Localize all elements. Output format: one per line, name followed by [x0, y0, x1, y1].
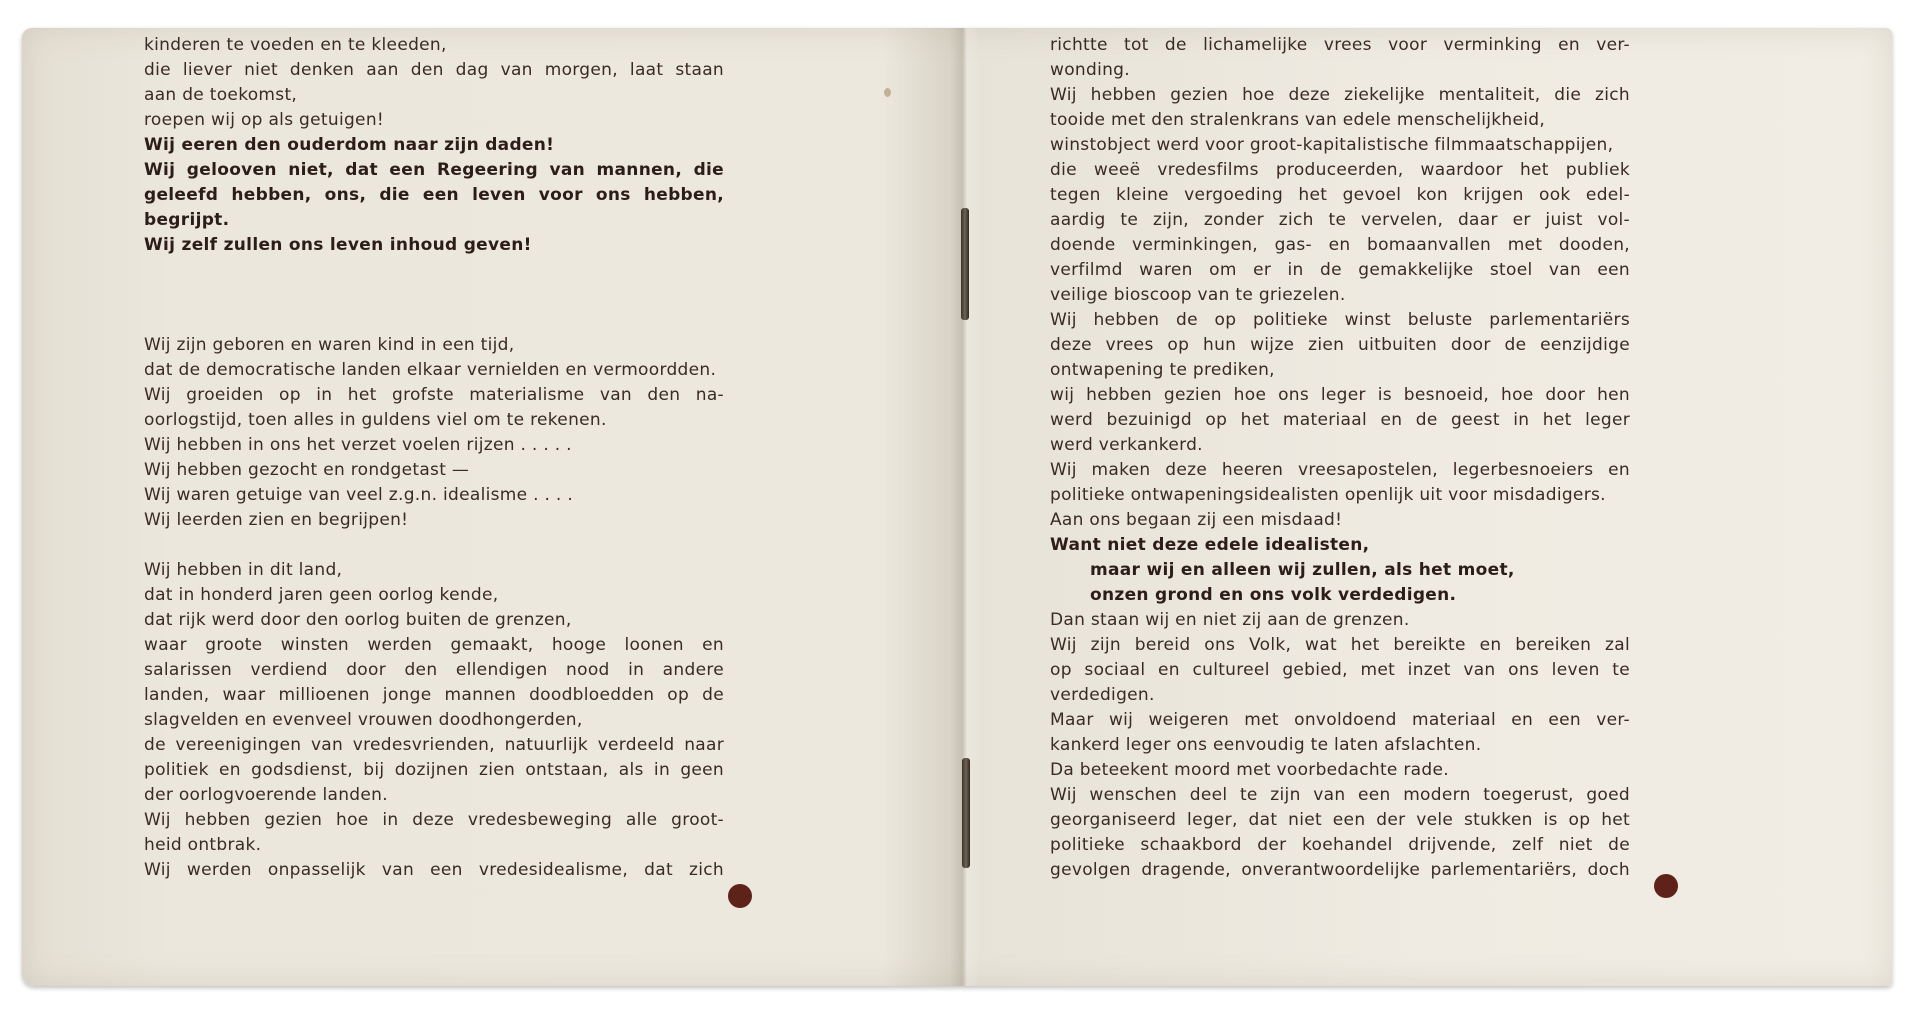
text-line: waar groote winsten werden gemaakt, hooge loonen en	[144, 635, 724, 655]
continuation-dot-icon	[1654, 874, 1678, 898]
text-line: dat in honderd jaren geen oorlog kende,	[144, 585, 499, 605]
text-line: geleefd hebben, ons, die een leven voor ons hebben,	[144, 185, 724, 205]
text-line: politieke schaakbord der koehandel drijvende, zelf niet de	[1050, 835, 1630, 855]
text-line: werd bezuinigd op het materiaal en de geest in het leger	[1050, 410, 1630, 430]
text-line: Wij hebben gezien hoe deze ziekelijke mentaliteit, die zich	[1050, 85, 1630, 105]
text-line: Wij hebben de op politieke winst beluste parlementariërs	[1050, 310, 1630, 330]
text-line: Wij eeren den ouderdom naar zijn daden!	[144, 135, 555, 155]
text-line: Dan staan wij en niet zij aan de grenzen.	[1050, 610, 1410, 630]
text-line: landen, waar millioenen jonge mannen doodbloedden op de	[144, 685, 724, 705]
text-line: tegen kleine vergoeding het gevoel kon krijgen ook edel-	[1050, 185, 1630, 205]
paragraph-gap	[144, 308, 724, 333]
text-line: Wij waren getuige van veel z.g.n. idealisme . . . .	[144, 485, 574, 505]
continuation-dot-icon	[728, 884, 752, 908]
text-line: Wij gelooven niet, dat een Regeering van mannen, die	[144, 160, 724, 180]
text-line: georganiseerd leger, dat niet een der vele stukken is op het	[1050, 810, 1630, 830]
text-line: kinderen te voeden en te kleeden,	[144, 35, 447, 55]
text-line: Wij leerden zien en begrijpen!	[144, 510, 409, 530]
text-line: Wij werden onpasselijk van een vredesidealisme, dat zich	[144, 860, 724, 880]
text-line: Da beteekent moord met voorbedachte rade.	[1050, 760, 1449, 780]
left-page-text	[144, 33, 724, 883]
text-line: Wij maken deze heeren vreesapostelen, legerbesnoeiers en	[1050, 460, 1630, 480]
text-line: Maar wij weigeren met onvoldoend materiaal en een ver-	[1050, 710, 1630, 730]
text-line: doende verminkingen, gas- en bomaanvallen met dooden,	[1050, 235, 1630, 255]
text-line: Wij wenschen deel te zijn van een modern toegerust, goed	[1050, 785, 1630, 805]
text-line: roepen wij op als getuigen!	[144, 110, 385, 130]
text-line: onzen grond en ons volk verdedigen.	[1090, 585, 1457, 605]
text-line: Wij hebben gezien hoe in deze vredesbeweging alle groot-	[144, 810, 724, 830]
text-line: ontwapening te prediken,	[1050, 360, 1275, 380]
text-line: op sociaal en cultureel gebied, met inzet van ons leven te	[1050, 660, 1630, 680]
text-line: Want niet deze edele idealisten,	[1050, 535, 1370, 555]
text-line: salarissen verdiend door den ellendigen nood in andere	[144, 660, 724, 680]
text-line: wonding.	[1050, 60, 1130, 80]
text-line: die weeë vredesfilms produceerden, waardoor het publiek	[1050, 160, 1630, 180]
text-line: de vereenigingen van vredesvrienden, natuurlijk verdeeld naar	[144, 735, 724, 755]
text-line: dat rijk werd door den oorlog buiten de grenzen,	[144, 610, 572, 630]
text-line: verdedigen.	[1050, 685, 1155, 705]
right-page-text	[1050, 33, 1630, 883]
text-line: wij hebben gezien hoe ons leger is besnoeid, hoe door hen	[1050, 385, 1630, 405]
text-line: politiek en godsdienst, bij dozijnen zien ontstaan, als in geen	[144, 760, 724, 780]
paragraph-gap	[144, 533, 724, 558]
text-line: slagvelden en evenveel vrouwen doodhongerden,	[144, 710, 583, 730]
text-line: veilige bioscoop van te griezelen.	[1050, 285, 1346, 305]
text-line: Wij groeiden op in het grofste materialisme van den na-	[144, 385, 724, 405]
text-line: heid ontbrak.	[144, 835, 262, 855]
text-line: begrijpt.	[144, 210, 230, 230]
text-line: verfilmd waren om er in de gemakkelijke stoel van een	[1050, 260, 1630, 280]
lower-staple	[962, 758, 970, 868]
text-line: deze vrees op hun wijze zien uitbuiten door de eenzijdige	[1050, 335, 1630, 355]
text-line: Wij hebben gezocht en rondgetast —	[144, 460, 470, 480]
text-line: gevolgen dragende, onverantwoordelijke parlementariërs, doch	[1050, 860, 1630, 880]
text-line: Wij zelf zullen ons leven inhoud geven!	[144, 235, 532, 255]
paper-stain	[884, 88, 891, 97]
text-line: Wij hebben in dit land,	[144, 560, 343, 580]
text-line: dat de democratische landen elkaar vernielden en vermoordden.	[144, 360, 717, 380]
upper-staple	[961, 208, 969, 320]
text-line: aardig te zijn, zonder zich te vervelen, daar er juist vol-	[1050, 210, 1630, 230]
text-line: aan de toekomst,	[144, 85, 298, 105]
text-line: richtte tot de lichamelijke vrees voor verminking en ver-	[1050, 35, 1630, 55]
text-line: werd verkankerd.	[1050, 435, 1203, 455]
text-line: Aan ons begaan zij een misdaad!	[1050, 510, 1343, 530]
text-line: politieke ontwapeningsidealisten openlijk uit voor misdadigers.	[1050, 485, 1606, 505]
text-line: kankerd leger ons eenvoudig te laten afslachten.	[1050, 735, 1482, 755]
text-line: Wij zijn bereid ons Volk, wat het bereikte en bereiken zal	[1050, 635, 1630, 655]
text-line: Wij hebben in ons het verzet voelen rijzen . . . . .	[144, 435, 572, 455]
text-line: Wij zijn geboren en waren kind in een tijd,	[144, 335, 515, 355]
text-line: der oorlogvoerende landen.	[144, 785, 388, 805]
text-line: die liever niet denken aan den dag van morgen, laat staan	[144, 60, 724, 80]
text-line: tooide met den stralenkrans van edele menschelijkheid,	[1050, 110, 1546, 130]
text-line: maar wij en alleen wij zullen, als het moet,	[1090, 560, 1515, 580]
text-line: winstobject werd voor groot-kapitalistische filmmaatschappijen,	[1050, 135, 1614, 155]
paragraph-gap	[144, 258, 724, 308]
text-line: oorlogstijd, toen alles in guldens viel om te rekenen.	[144, 410, 607, 430]
